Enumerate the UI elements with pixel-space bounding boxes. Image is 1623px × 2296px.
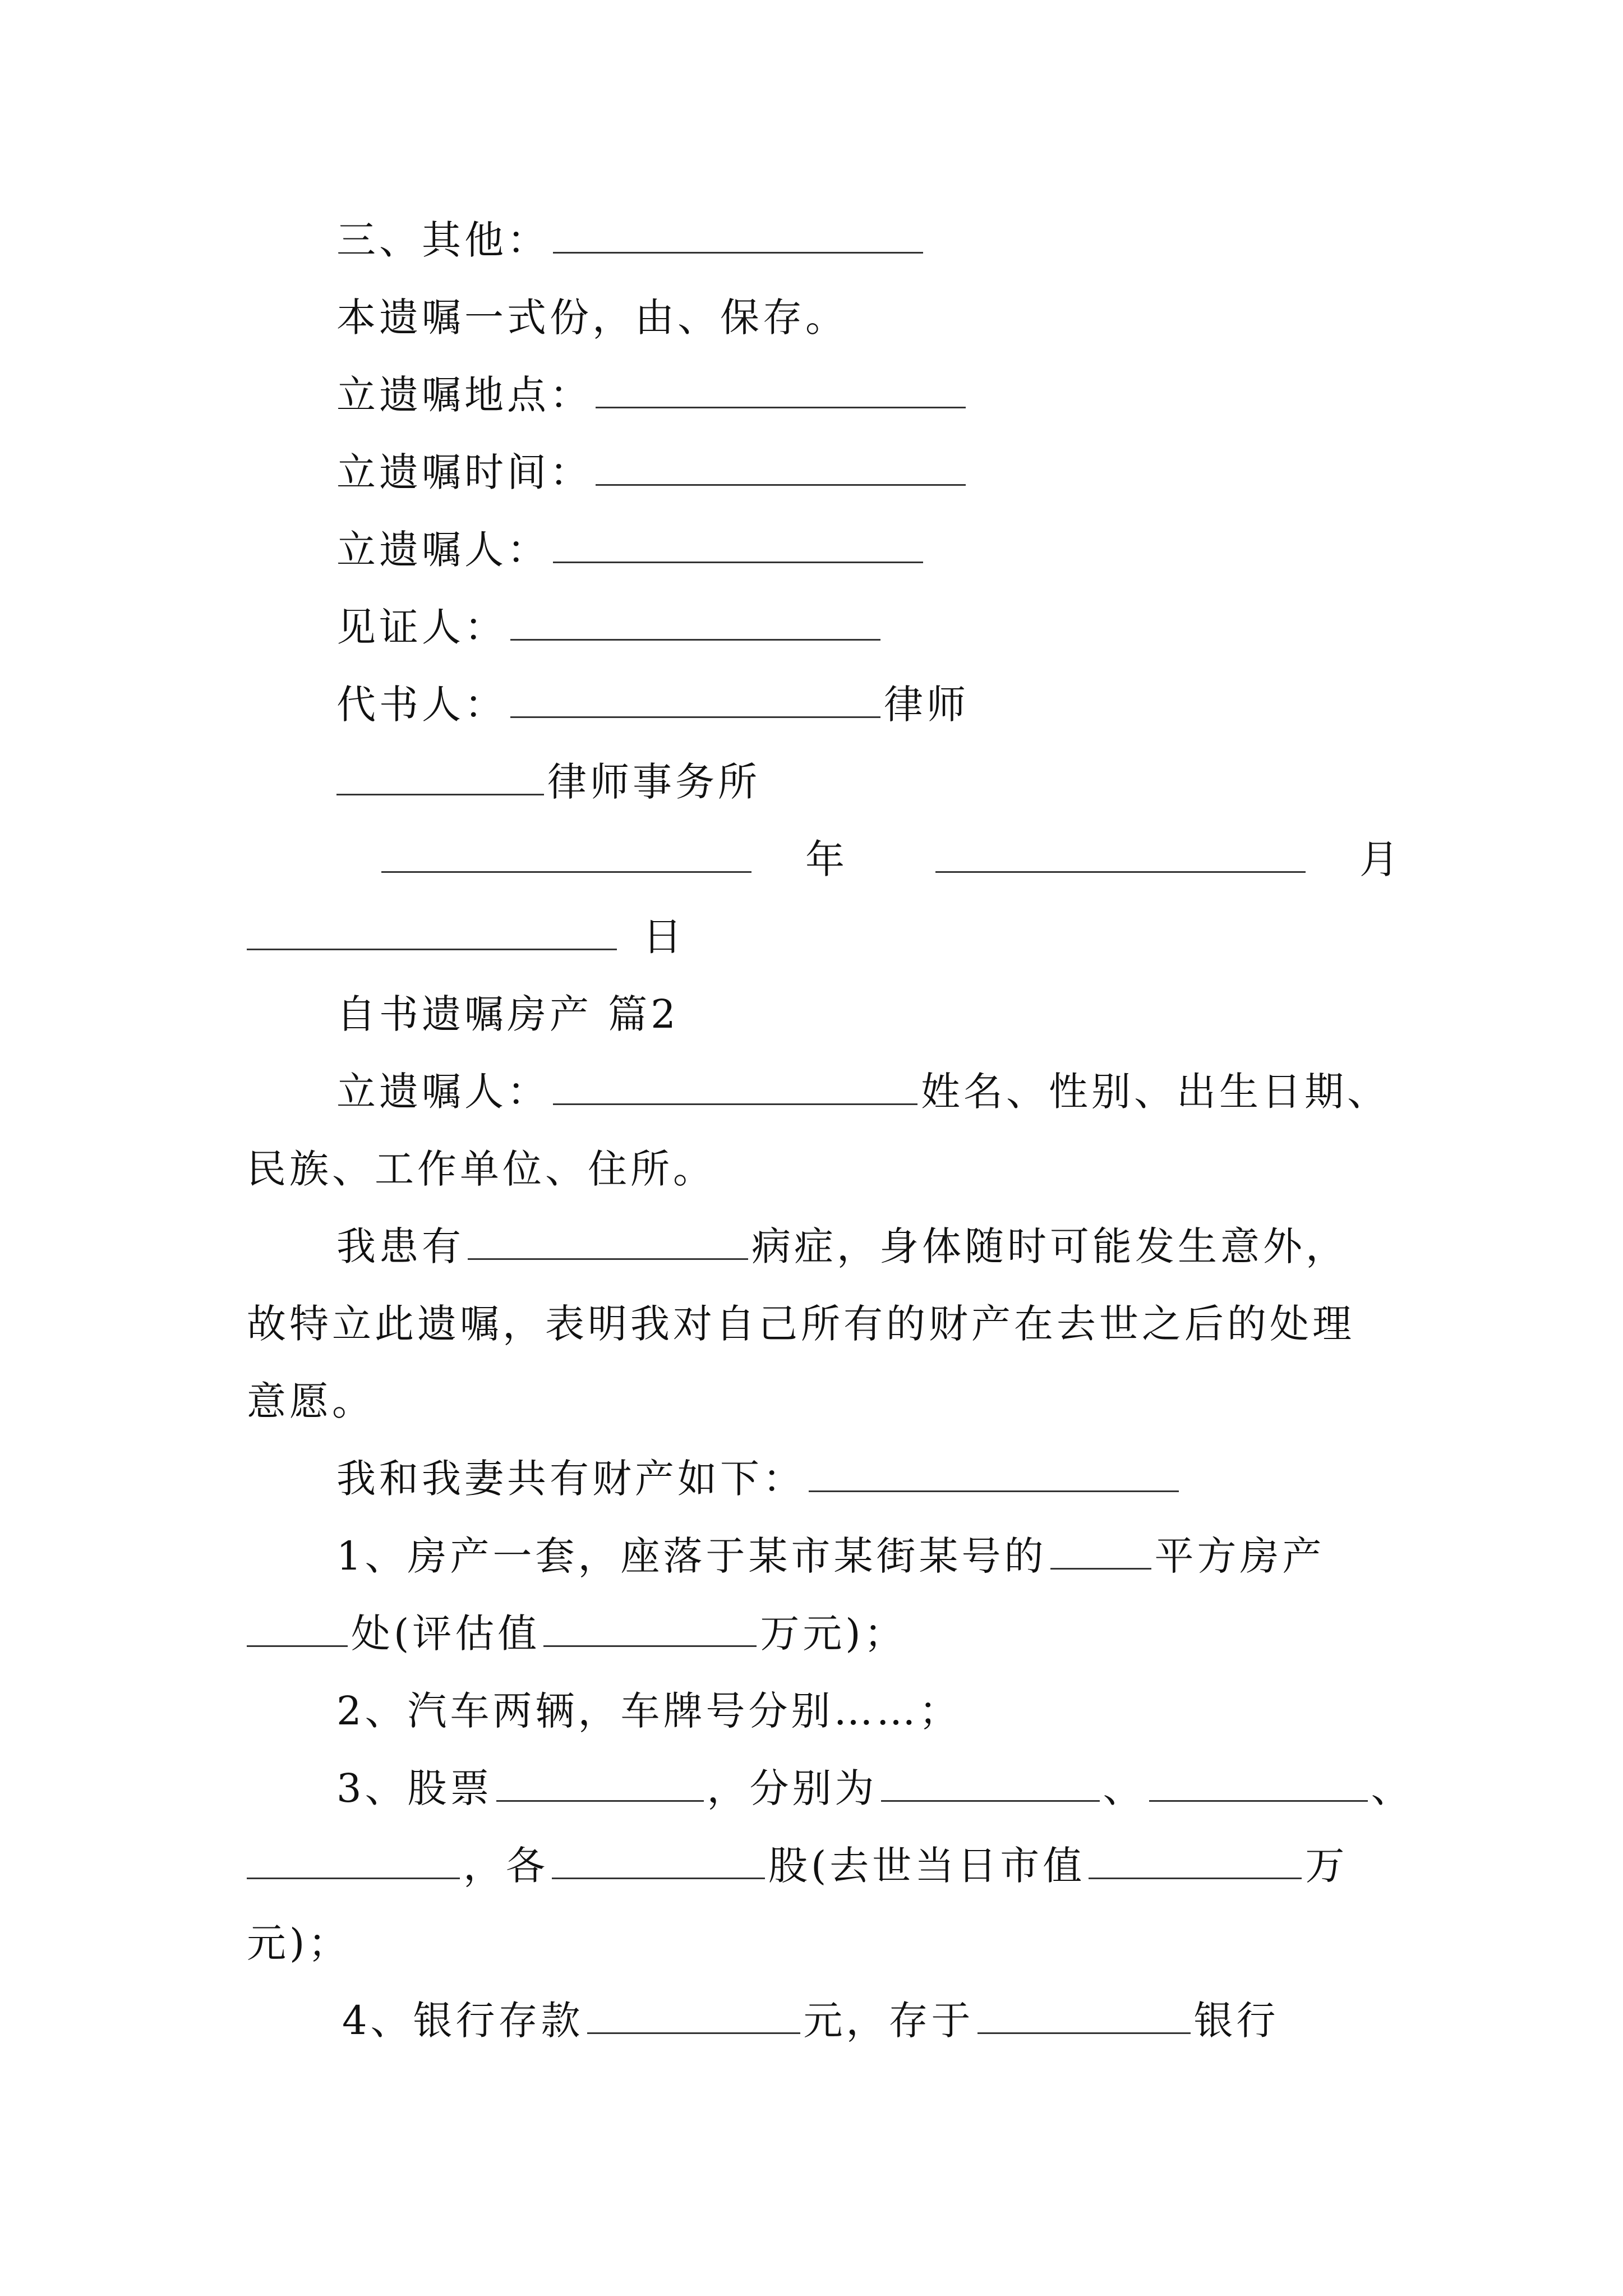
witness-label: 见证人： <box>336 604 507 650</box>
house-value-blank <box>543 1603 757 1647</box>
stock-name-blank-3 <box>247 1835 460 1879</box>
stock-end-text: 元)； <box>247 1920 351 1966</box>
law-firm-blank <box>336 751 544 795</box>
stock-value-unit: 万 <box>1305 1843 1348 1889</box>
deposit-line <box>342 1987 1279 2054</box>
scribe-line <box>336 671 969 738</box>
law-firm-line <box>336 748 760 816</box>
stock-name-blank-2 <box>1149 1757 1368 1802</box>
wish-line <box>247 1368 375 1435</box>
property-blank <box>809 1448 1179 1492</box>
witness-blank <box>510 596 880 641</box>
house-area-blank <box>1050 1525 1151 1570</box>
intent-line <box>247 1290 1355 1358</box>
copies-line <box>336 284 848 351</box>
deposit-bank-label: 银行 <box>1193 1998 1279 2044</box>
stock-name-blank-1 <box>881 1757 1100 1802</box>
property-line <box>336 1445 1182 1512</box>
testator-blank <box>553 519 923 563</box>
house-value-line <box>247 1600 907 1667</box>
stock-value-label: 股(去世当日市值 <box>768 1843 1086 1889</box>
stock-label: 3、股票 <box>336 1765 493 1811</box>
wish-text: 意愿。 <box>247 1378 375 1424</box>
stock-each-label: ，各 <box>463 1843 548 1889</box>
other-blank <box>553 209 923 254</box>
testator2-info: 姓名、性别、出生日期、 <box>921 1069 1390 1115</box>
deposit-in-label: 元，存于 <box>803 1998 974 2044</box>
will-place-blank <box>596 364 966 408</box>
car-text: 2、汽车两辆，车牌号分别……； <box>336 1688 962 1734</box>
illness-label: 我患有 <box>336 1223 464 1269</box>
year-blank <box>381 829 751 873</box>
house-line <box>336 1522 1325 1590</box>
testator2-line <box>336 1058 1390 1125</box>
stock-line <box>336 1755 1414 1822</box>
section2-title-text: 自书遗嘱房产 篇2 <box>336 991 679 1037</box>
stock-value-blank <box>1089 1835 1302 1879</box>
stock-sep-2: 、 <box>1371 1765 1414 1811</box>
stock-sep-1: 、 <box>1103 1765 1146 1811</box>
will-time-blank <box>596 441 966 486</box>
illness-text: 病症，身体随时可能发生意外， <box>751 1223 1348 1269</box>
stock-split-label: ，分别为 <box>707 1765 878 1811</box>
month-label: 月 <box>1359 836 1402 882</box>
day-blank <box>247 906 617 950</box>
will-time-line <box>336 439 969 506</box>
testator2-blank <box>553 1061 917 1105</box>
will-time-label: 立遗嘱时间： <box>336 449 592 495</box>
illness-line <box>336 1213 1348 1280</box>
property-label: 我和我妻共有财产如下： <box>336 1456 805 1502</box>
deposit-bank-blank <box>978 1990 1191 2034</box>
testator-label: 立遗嘱人： <box>336 527 550 573</box>
stock-detail-line <box>247 1832 1348 1899</box>
intent-text: 故特立此遗嘱，表明我对自己所有的财产在去世之后的处理 <box>247 1301 1355 1347</box>
day-label: 日 <box>643 914 685 960</box>
section2-title <box>336 981 679 1048</box>
witness-line <box>336 593 884 661</box>
will-place-label: 立遗嘱地点： <box>336 372 592 418</box>
illness-blank <box>468 1216 748 1260</box>
day-line <box>247 903 685 970</box>
house-value-label: 处(评估值 <box>351 1611 541 1657</box>
testator-line <box>336 516 926 583</box>
info-cont-line <box>247 1135 716 1203</box>
other-line <box>336 206 926 274</box>
deposit-amount-blank <box>587 1990 800 2034</box>
will-place-line <box>336 361 969 429</box>
deposit-label: 4、银行存款 <box>342 1998 584 2044</box>
house-count-blank <box>247 1603 348 1647</box>
other-label: 三、其他： <box>336 217 550 263</box>
stock-blank <box>496 1757 704 1802</box>
lawyer-label: 律师 <box>884 682 969 728</box>
house-unit: 平方房产 <box>1154 1533 1325 1579</box>
info-cont-text: 民族、工作单位、住所。 <box>247 1146 716 1192</box>
testator2-label: 立遗嘱人： <box>336 1069 550 1115</box>
stock-end-line <box>247 1910 351 1977</box>
month-blank <box>935 829 1306 873</box>
date-line <box>381 826 1402 893</box>
house-value-unit: 万元)； <box>760 1611 907 1657</box>
year-label: 年 <box>805 836 848 882</box>
law-firm-label: 律师事务所 <box>547 759 760 805</box>
stock-shares-blank <box>552 1835 765 1879</box>
house-text: 1、房产一套，座落于某市某街某号的 <box>336 1533 1047 1579</box>
copies-text: 本遗嘱一式份，由、保存。 <box>336 295 848 341</box>
scribe-label: 代书人： <box>336 682 507 728</box>
car-line <box>336 1677 962 1745</box>
scribe-blank <box>510 674 880 718</box>
